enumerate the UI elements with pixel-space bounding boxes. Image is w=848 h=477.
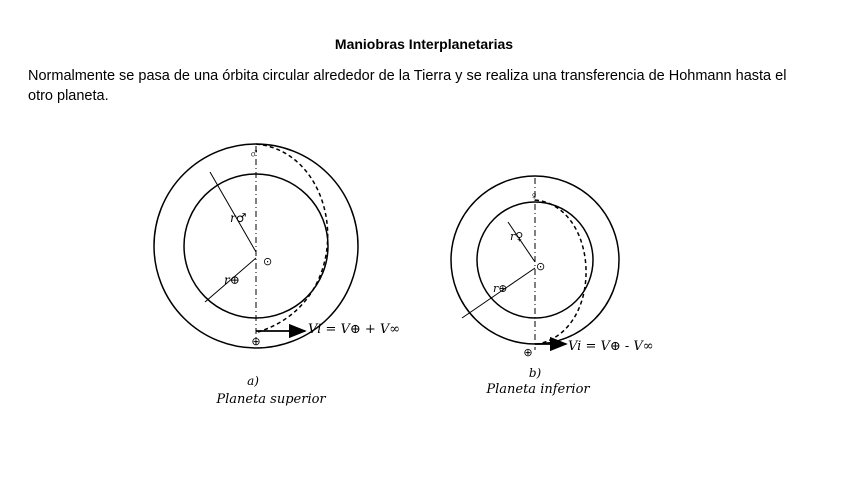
caption-letter-b: b) bbox=[528, 366, 542, 380]
slide-paragraph: Normalmente se pasa de una órbita circular alrededor de la Tierra y se realiza una transferencia de Hohmann hasta el otro planeta. bbox=[28, 68, 787, 104]
diagram-a bbox=[154, 144, 400, 407]
caption-letter-a: a) bbox=[247, 374, 259, 388]
earth-symbol-b: ⊕ bbox=[523, 347, 533, 359]
velocity-label-b: Vi = V⊕ - V∞ bbox=[568, 339, 654, 354]
radius-earth-label-b: r⊕ bbox=[493, 282, 508, 295]
sun-symbol-b: ⊙ bbox=[536, 261, 546, 273]
transfer-orbit-a bbox=[256, 144, 328, 332]
sun-symbol-a: ⊙ bbox=[263, 256, 273, 268]
target-symbol-b: ♀ bbox=[529, 189, 539, 203]
radius-target-label-a: r♂ bbox=[230, 211, 247, 225]
radius-earth-label-a: r⊕ bbox=[224, 273, 240, 287]
target-symbol-a: ♂ bbox=[248, 145, 260, 161]
radius-target-label-b: r♀ bbox=[510, 230, 524, 243]
caption-b: Planeta inferior bbox=[486, 382, 590, 397]
diagram-b bbox=[451, 176, 654, 397]
earth-symbol-a: ⊕ bbox=[251, 336, 261, 348]
slide-title: Maniobras Interplanetarias bbox=[334, 36, 514, 52]
velocity-label-a: Vi = V⊕ + V∞ bbox=[308, 322, 401, 337]
caption-a: Planeta superior bbox=[216, 392, 326, 407]
